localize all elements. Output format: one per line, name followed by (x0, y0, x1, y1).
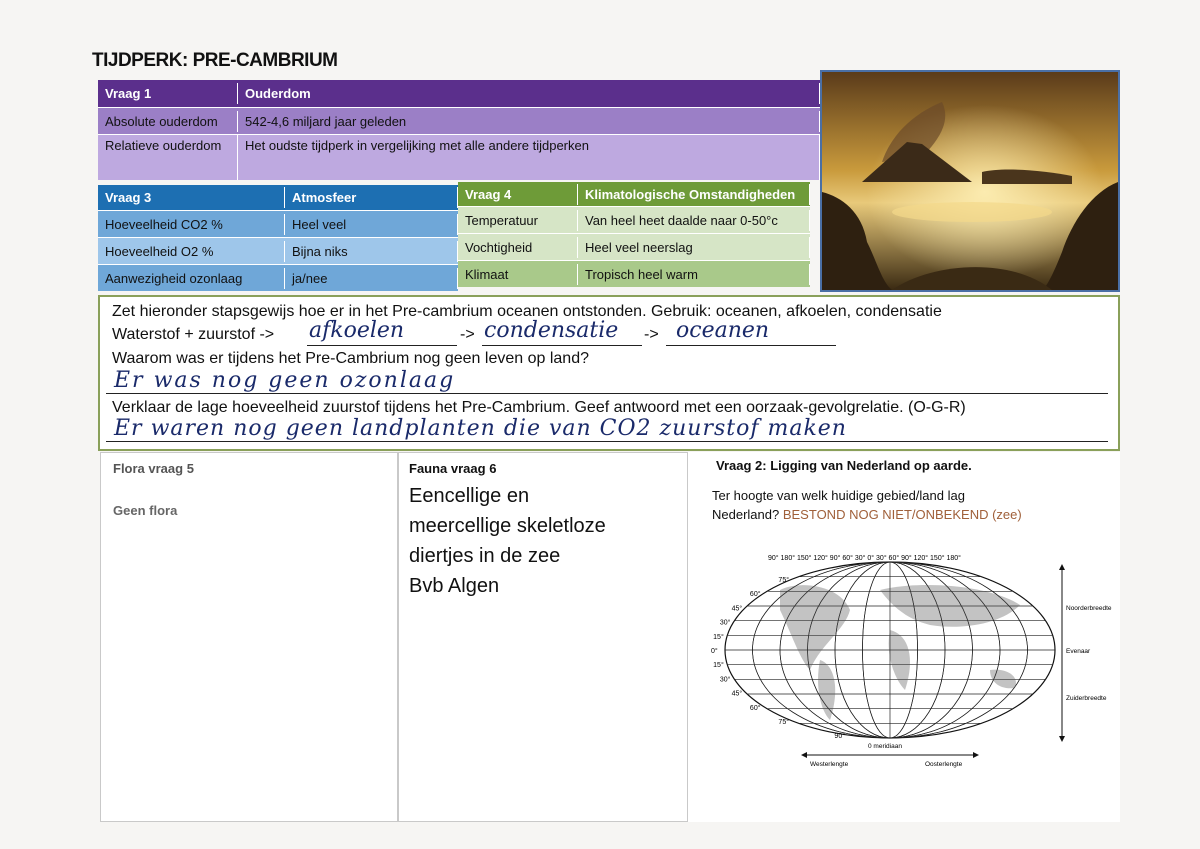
longitude-labels: 90° 180° 150° 120° 90° 60° 30° 0° 30° 60° 90° 120° 150° 180° (768, 555, 961, 562)
page-title: TIJDPERK: PRE-CAMBRIUM (92, 50, 338, 71)
row-value: ja/nee (285, 268, 458, 289)
fauna-answer-line: diertjes in de zee (409, 545, 561, 567)
flora-title: Flora vraag 5 (113, 461, 194, 476)
row-value: Het oudste tijdperk in vergelijking met alle andere tijdperken (238, 135, 820, 180)
question-zuurstof: Verklaar de lage hoeveelheid zuurstof tijdens het Pre-Cambrium. Geef antwoord met een oorzaak-gevolgrelatie. (O-G-R) (112, 399, 966, 416)
header-cell: Vraag 4 (458, 184, 578, 205)
answer-line (666, 345, 836, 346)
answer-ozonlaag: Er was nog geen ozonlaag (114, 368, 456, 393)
flora-panel (100, 452, 398, 822)
ligging-title: Vraag 2: Ligging van Nederland op aarde. (716, 458, 972, 473)
answer-line (106, 441, 1108, 442)
row-value: Bijna niks (285, 241, 458, 262)
latitude-label: 30° (719, 676, 731, 684)
fauna-answer-line: meercellige skeletloze (409, 515, 606, 537)
latitude-label: 15° (713, 662, 724, 670)
table-row (98, 237, 458, 264)
world-map-graticule (700, 550, 1120, 775)
latitude-label: 60° (749, 704, 761, 712)
flora-answer: Geen flora (113, 503, 178, 518)
fauna-panel (398, 452, 688, 822)
row-label: Temperatuur (458, 210, 578, 231)
latitude-label: 45° (731, 690, 743, 698)
questions-box (98, 295, 1120, 451)
header-cell: Vraag 3 (98, 187, 285, 208)
ligging-question-text: Nederland? (712, 507, 780, 522)
row-label: Hoeveelheid CO2 % (98, 214, 285, 235)
noorderbreedte-label: Noorderbreedte (1066, 605, 1112, 612)
ligging-question (712, 486, 1022, 524)
arrow-label: -> (644, 326, 659, 343)
westerlengte-label: Westerlengte (810, 761, 849, 768)
table-row (458, 260, 810, 287)
header-cell: Ouderdom (238, 83, 820, 104)
ligging-answer: BESTOND NOG NIET/ONBEKEND (zee) (782, 507, 1022, 522)
question-oceanen: Zet hieronder stapsgewijs hoe er in het Pre-cambrium oceanen ontstonden. Gebruik: oceanen, afkoelen, condensatie (112, 303, 942, 320)
row-label: Hoeveelheid O2 % (98, 241, 285, 262)
latitude-label: 0° (711, 648, 718, 655)
fauna-answer-line: Eencellige en (409, 485, 530, 507)
latitude-label: 30° (719, 619, 731, 627)
latitude-label: 45° (731, 605, 743, 613)
klimaat-table (458, 182, 810, 287)
latitude-label: 60° (749, 591, 761, 599)
row-label: Absolute ouderdom (98, 111, 238, 132)
question-leven-op-land: Waarom was er tijdens het Pre-Cambrium nog geen leven op land? (112, 350, 589, 367)
ouderdom-table (98, 80, 820, 180)
latitude-label: 90° (834, 733, 846, 741)
answer-line (307, 345, 457, 346)
precambrium-illustration (820, 70, 1120, 292)
question-oceanen-prefix: Waterstof + zuurstof -> (112, 326, 275, 343)
answer-oceanen: oceanen (676, 318, 770, 343)
latitude-label: 15° (713, 633, 724, 641)
fauna-answer (409, 481, 606, 601)
table-header (98, 185, 458, 210)
ligging-panel (688, 452, 1120, 822)
answer-condensatie: condensatie (484, 318, 619, 343)
row-value: Heel veel neerslag (578, 237, 810, 258)
arrow-label: -> (460, 326, 475, 343)
fauna-answer-line: Bvb Algen (409, 575, 500, 597)
header-cell: Vraag 1 (98, 83, 238, 104)
evenaar-label: Evenaar (1066, 648, 1091, 655)
table-row (98, 107, 820, 134)
ligging-question-line (712, 505, 1022, 524)
meridiaan-label: 0 meridiaan (868, 743, 902, 750)
fauna-title: Fauna vraag 6 (409, 461, 497, 476)
row-value: Heel veel (285, 214, 458, 235)
answer-landplanten: Er waren nog geen landplanten die van CO2 zuurstof maken (114, 416, 847, 441)
row-value: 542-4,6 miljard jaar geleden (238, 111, 820, 132)
answer-line (106, 393, 1108, 394)
table-row (98, 210, 458, 237)
header-cell: Atmosfeer (285, 187, 458, 208)
answer-afkoelen: afkoelen (309, 318, 405, 343)
answer-line (482, 345, 642, 346)
row-label: Aanwezigheid ozonlaag (98, 268, 285, 289)
table-row (98, 264, 458, 291)
row-value: Van heel heet daalde naar 0-50°c (578, 210, 810, 231)
ligging-question-line: Ter hoogte van welk huidige gebied/land lag (712, 488, 965, 503)
row-label: Relatieve ouderdom (98, 135, 238, 180)
zuiderbreedte-label: Zuiderbreedte (1066, 695, 1107, 702)
table-header (98, 80, 820, 107)
table-row (458, 206, 810, 233)
oosterlengte-label: Oosterlengte (925, 761, 963, 768)
latitude-label: 75° (778, 577, 790, 585)
row-value: Tropisch heel warm (578, 264, 810, 285)
row-label: Klimaat (458, 264, 578, 285)
table-header (458, 182, 810, 206)
continents (780, 585, 1020, 720)
row-label: Vochtigheid (458, 237, 578, 258)
table-row (98, 134, 820, 180)
atmosfeer-table (98, 185, 458, 291)
latitude-label: 75° (778, 718, 790, 726)
header-cell: Klimatologische Omstandigheden (578, 184, 810, 205)
table-row (458, 233, 810, 260)
volcano-landscape-image (822, 72, 1118, 290)
